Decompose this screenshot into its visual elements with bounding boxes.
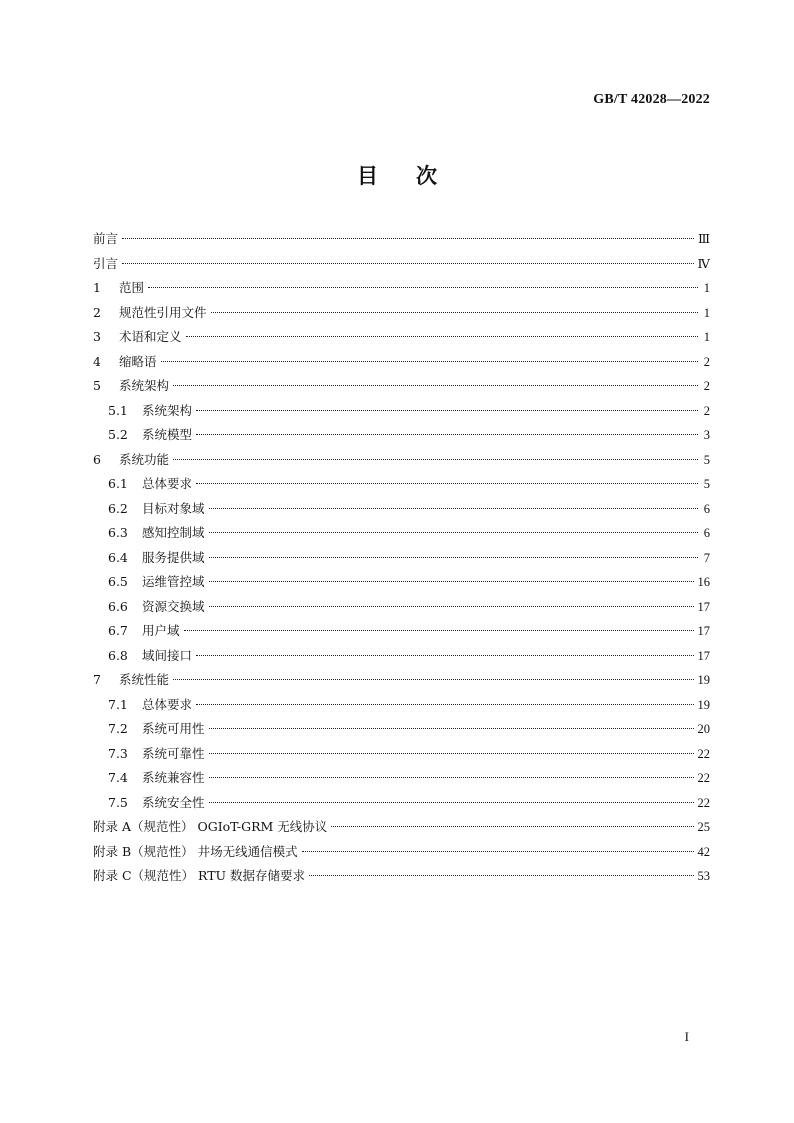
toc-entry-title: 系统可靠性 [142,745,205,761]
toc-dot-leader [209,581,694,582]
toc-entry-title: 总体要求 [142,476,193,491]
toc-entry[interactable] [93,472,710,497]
toc-entry-number: 6.1 [108,476,128,491]
toc-entry-title: 目标对象域 [142,500,205,516]
toc-dot-leader [209,557,698,558]
toc-entry-page: 17 [697,648,710,663]
toc-dot-leader [196,655,693,656]
toc-entry[interactable] [93,374,710,399]
toc-entry[interactable] [93,644,710,669]
toc-entry-label [108,791,205,816]
toc-entry-number: 4 [93,353,101,369]
toc-entry-label [108,546,205,571]
toc-entry[interactable] [93,742,710,767]
toc-entry[interactable] [93,815,710,840]
toc-entry-number: 7.3 [108,745,128,761]
toc-entry-title: 规范性引用文件 [119,304,207,320]
toc-entry[interactable] [93,276,710,301]
toc-entry-page: 1 [703,305,710,320]
toc-dot-leader [209,532,698,533]
toc-dot-leader [196,410,698,411]
toc-entry-title: 系统功能 [119,451,170,467]
document-code: GB/T 42028—2022 [593,92,710,107]
toc-entry[interactable] [93,595,710,620]
toc-entry-number: 7.2 [108,721,128,736]
toc-dot-leader [211,312,698,313]
toc-entry-title: 系统架构 [142,402,193,418]
toc-entry[interactable] [93,717,710,742]
toc-entry-label [108,717,205,742]
toc-entry-page: 19 [697,673,710,687]
toc-dot-leader [196,483,698,484]
toc-entry-page: Ⅲ [697,232,710,246]
toc-entry[interactable] [93,668,710,693]
toc-entry-label [108,472,192,497]
toc-entry-number: 5.1 [108,402,128,418]
toc-dot-leader [148,287,698,288]
toc-entry[interactable] [93,423,710,448]
toc-entry-label [108,742,205,767]
toc-entry[interactable] [93,301,710,326]
toc-entry[interactable] [93,619,710,644]
page-title: 目次 [357,164,475,188]
toc-entry-title: 附录 B（规范性） 井场无线通信模式 [93,843,298,859]
toc-entry-title: 系统可用性 [142,721,205,736]
toc-dot-leader [209,753,694,754]
toc-entry-page: 6 [703,501,710,516]
toc-entry[interactable] [93,325,710,350]
toc-entry-label [93,252,118,277]
toc-entry[interactable] [93,693,710,718]
toc-entry-page: Ⅳ [697,256,710,271]
toc-entry-number: 6.2 [108,500,128,516]
toc-entry-page: 3 [703,428,710,442]
toc-entry-title: 运维管控域 [142,574,205,589]
toc-entry-label [93,276,144,301]
toc-entry-page: 22 [697,771,710,785]
toc-entry[interactable] [93,766,710,791]
toc-entry-page: 20 [697,722,710,736]
toc-entry-page: 7 [703,550,710,565]
toc-entry-page: 22 [697,746,710,761]
toc-entry[interactable] [93,546,710,571]
toc-entry-number: 6 [93,451,101,467]
toc-entry[interactable] [93,448,710,473]
toc-dot-leader [209,508,698,509]
toc-dot-leader [209,777,694,778]
toc-entry[interactable] [93,252,710,277]
toc-entry-title: 域间接口 [142,647,193,663]
toc-entry-label [108,423,192,448]
toc-entry-number: 6.4 [108,549,128,565]
toc-entry-title: 用户域 [142,623,180,638]
toc-entry-number: 6.7 [108,623,128,638]
toc-entry[interactable] [93,399,710,424]
toc-entry-label [93,815,327,840]
toc-entry-number: 2 [93,304,101,320]
toc-entry-number: 6.5 [108,574,128,589]
toc-entry[interactable] [93,521,710,546]
toc-dot-leader [173,459,698,460]
toc-entry-label [93,374,169,399]
toc-entry-label [108,497,205,522]
toc-entry-page: 53 [697,869,710,883]
toc-entry-label [93,301,207,326]
toc-dot-leader [209,728,694,729]
toc-entry-title: 感知控制域 [142,525,205,540]
toc-entry[interactable] [93,864,710,889]
toc-dot-leader [209,606,694,607]
toc-entry-page: 2 [703,379,710,393]
toc-entry-label [93,448,169,473]
toc-entry-label [108,766,205,791]
toc-entry-label [108,399,192,424]
toc-entry-page: 22 [697,795,710,810]
page-number: I [684,1029,689,1044]
toc-dot-leader [302,851,694,852]
toc-entry-label [93,227,118,252]
toc-entry-label [108,644,192,669]
toc-entry-title: 系统架构 [119,378,170,393]
toc-entry-title: 总体要求 [142,696,193,712]
toc-entry-page: 25 [697,820,710,834]
toc-entry-page: 2 [703,403,710,418]
toc-entry-number: 7.1 [108,696,128,712]
toc-entry[interactable] [93,227,710,252]
toc-entry[interactable] [93,840,710,865]
toc-entry-title: 系统安全性 [142,794,205,810]
toc-entry-label [108,693,192,718]
toc-entry-number: 6.8 [108,647,128,663]
toc-entry-label [93,864,305,889]
toc-entry-label [108,595,205,620]
toc-dot-leader [309,875,693,876]
toc-entry-page: 6 [703,526,710,540]
toc-entry-page: 17 [697,599,710,614]
toc-entry-label [93,840,298,865]
toc-entry-title: 系统兼容性 [142,770,205,785]
toc-entry-page: 19 [697,697,710,712]
toc-entry[interactable] [93,791,710,816]
toc-dot-leader [161,361,698,362]
table-of-contents [93,227,710,889]
toc-entry-page: 1 [703,281,710,295]
toc-dot-leader [196,704,693,705]
toc-entry-title: 服务提供域 [142,549,205,565]
toc-entry[interactable] [93,570,710,595]
toc-entry-label [93,325,182,350]
toc-entry-number: 7.4 [108,770,128,785]
toc-entry-page: 1 [703,330,710,344]
toc-entry-number: 5 [93,378,101,393]
toc-entry-title: 范围 [119,280,145,295]
toc-entry-title: 附录 C（规范性） RTU 数据存储要求 [93,868,306,883]
toc-entry-label [108,521,205,546]
toc-entry-page: 16 [697,575,710,589]
toc-entry-page: 2 [703,354,710,369]
toc-entry-title: 附录 A（规范性） OGIoT-GRM 无线协议 [93,819,328,834]
toc-entry[interactable] [93,497,710,522]
toc-dot-leader [184,630,694,631]
toc-entry-label [93,350,157,375]
toc-entry-number: 5.2 [108,427,128,442]
toc-entry-page: 17 [697,624,710,638]
toc-dot-leader [173,679,693,680]
toc-entry-number: 1 [93,280,101,295]
toc-entry-number: 3 [93,329,101,344]
toc-dot-leader [209,802,694,803]
toc-entry-title: 术语和定义 [119,329,182,344]
toc-entry-label [108,570,205,595]
toc-entry-label [93,668,169,693]
toc-entry-number: 7 [93,672,101,687]
toc-entry-number: 6.6 [108,598,128,614]
toc-entry-title: 缩略语 [119,353,157,369]
toc-dot-leader [196,434,698,435]
toc-entry-title: 系统模型 [142,427,193,442]
toc-entry-title: 资源交换域 [142,598,205,614]
toc-entry-page: 42 [697,844,710,859]
toc-dot-leader [122,238,694,239]
toc-dot-leader [186,336,698,337]
toc-entry-label [108,619,180,644]
toc-dot-leader [173,385,698,386]
toc-entry-title: 系统性能 [119,672,170,687]
toc-entry[interactable] [93,350,710,375]
toc-entry-number: 6.3 [108,525,128,540]
toc-entry-title: 前言 [93,231,119,246]
toc-entry-page: 5 [703,477,710,491]
toc-dot-leader [331,826,693,827]
toc-entry-title: 引言 [93,255,119,271]
toc-entry-number: 7.5 [108,794,128,810]
toc-entry-page: 5 [703,452,710,467]
toc-dot-leader [122,263,693,264]
